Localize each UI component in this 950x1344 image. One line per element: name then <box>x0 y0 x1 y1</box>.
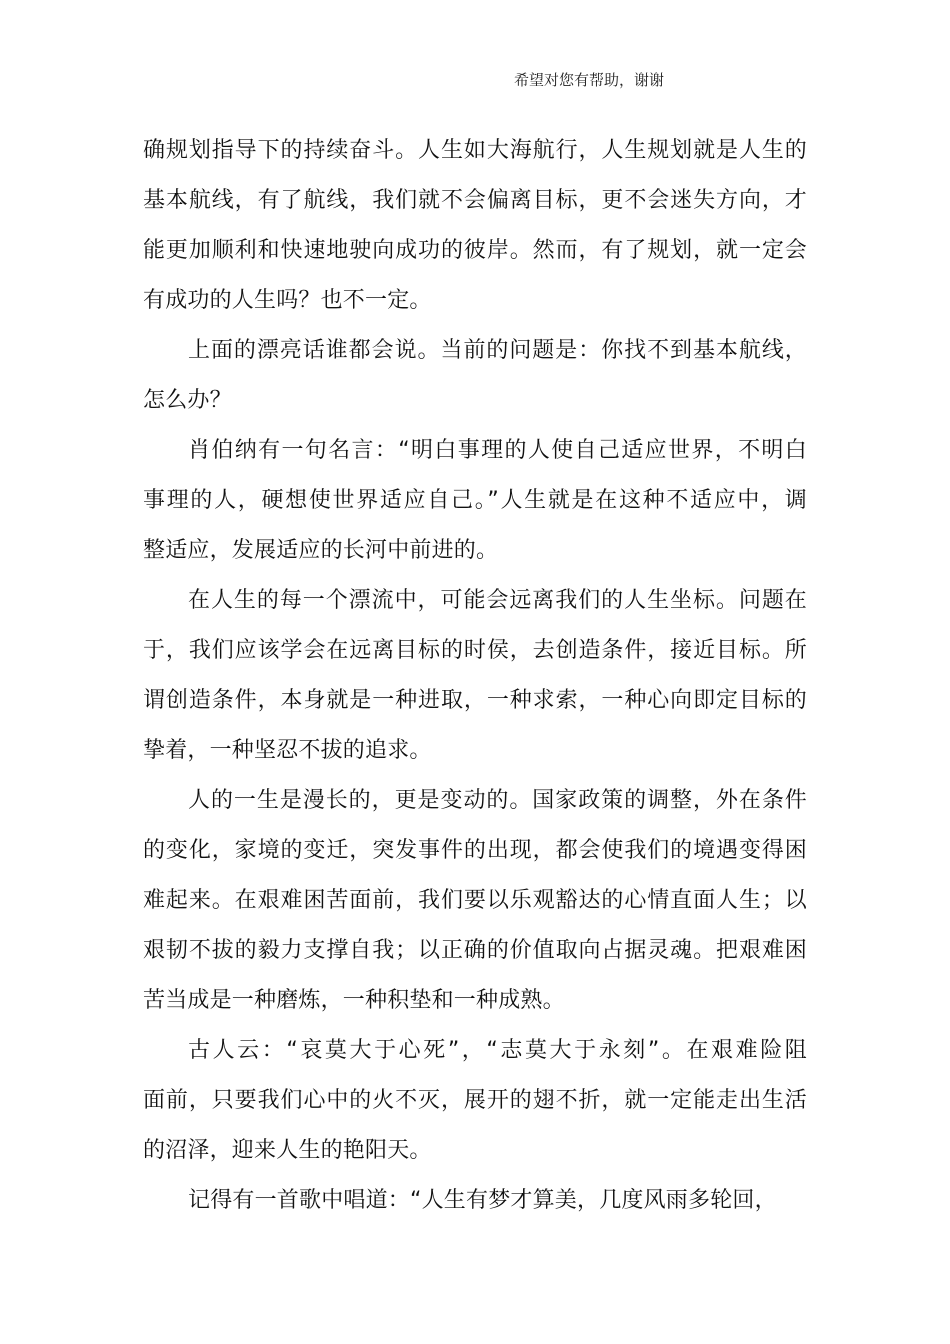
paragraph-line: 难起来。在艰难困苦面前，我们要以乐观豁达的心情直面人生；以 <box>143 888 807 913</box>
paragraph-line: 的变化，家境的变迁，突发事件的出现，都会使我们的境遇变得困 <box>143 838 807 863</box>
document-body <box>143 126 807 1226</box>
paragraph-line: 整适应，发展适应的长河中前进的。 <box>143 538 499 563</box>
paragraph-line: 基本航线，有了航线，我们就不会偏离目标，更不会迷失方向，才 <box>143 188 807 213</box>
paragraph-line: 有成功的人生吗？也不一定。 <box>143 288 432 313</box>
paragraph-line: 人的一生是漫长的，更是变动的。国家政策的调整，外在条件 <box>188 788 807 813</box>
paragraph-line: 怎么办？ <box>143 388 232 413</box>
paragraph-line: 谓创造条件，本身就是一种进取，一种求索，一种心向即定目标的 <box>143 688 807 713</box>
paragraph-line: 面前，只要我们心中的火不灭，展开的翅不折，就一定能走出生活 <box>143 1088 807 1113</box>
paragraph-line: 记得有一首歌中唱道：“人生有梦才算美，几度风雨多轮回， <box>188 1188 777 1213</box>
paragraph-line: 在人生的每一个漂流中，可能会远离我们的人生坐标。问题在 <box>188 588 807 613</box>
paragraph-line: 确规划指导下的持续奋斗。人生如大海航行，人生规划就是人生的 <box>143 138 807 163</box>
paragraph-line: 能更加顺利和快速地驶向成功的彼岸。然而，有了规划，就一定会 <box>143 238 807 263</box>
paragraph-line: 于，我们应该学会在远离目标的时侯，去创造条件，接近目标。所 <box>143 638 807 663</box>
paragraph-line: 上面的漂亮话谁都会说。当前的问题是：你找不到基本航线， <box>188 338 807 363</box>
paragraph-line: 艰韧不拔的毅力支撑自我；以正确的价值取向占据灵魂。把艰难困 <box>143 938 807 963</box>
paragraph-line: 苦当成是一种磨炼，一种积垫和一种成熟。 <box>143 988 565 1013</box>
header-note: 希望对您有帮助，谢谢 <box>514 71 665 89</box>
paragraph-line: 古人云：“哀莫大于心死”，“志莫大于永刻”。在艰难险阻 <box>188 1038 807 1063</box>
paragraph-line: 事理的人，硬想使世界适应自己。”人生就是在这种不适应中，调 <box>143 488 807 513</box>
paragraph-line: 肖伯纳有一句名言：“明白事理的人使自己适应世界，不明白 <box>188 438 807 463</box>
paragraph-line: 挚着，一种坚忍不拔的追求。 <box>143 738 432 763</box>
paragraph-line: 的沼泽，迎来人生的艳阳天。 <box>143 1138 432 1163</box>
